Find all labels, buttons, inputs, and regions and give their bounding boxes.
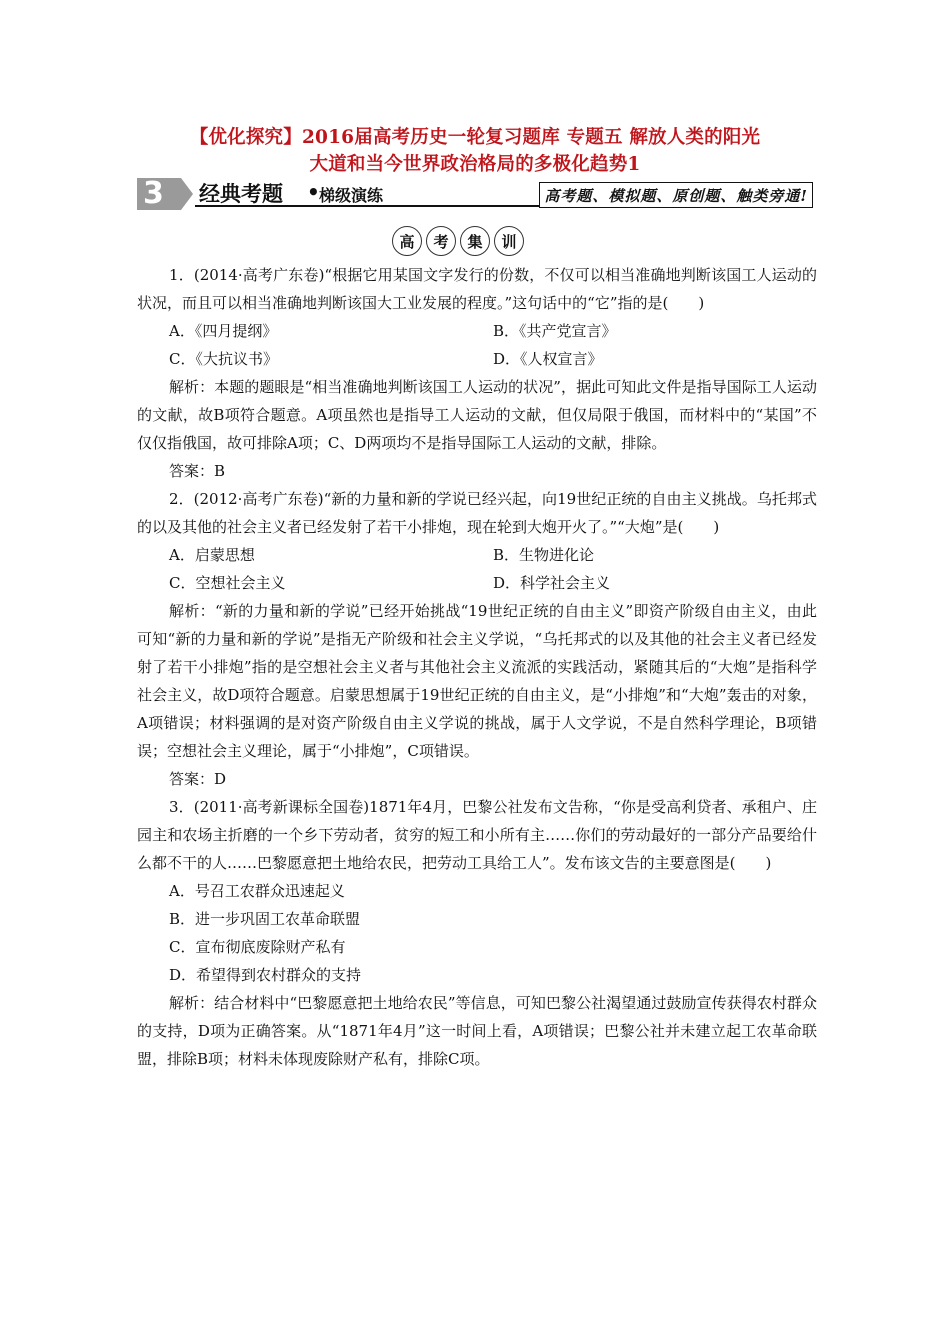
option: C．空想社会主义 — [169, 574, 286, 592]
banner-sub-label: 梯级演练 — [319, 186, 384, 205]
section-char: 集 — [460, 226, 490, 256]
section-banner — [137, 178, 813, 210]
option: A．《四月提纲》 — [169, 322, 278, 340]
document-body — [137, 261, 817, 1073]
banner-slogan: 高考题、模拟题、原创题、触类旁通! — [544, 187, 808, 205]
option: D．科学社会主义 — [493, 574, 611, 592]
option: B．进一步巩固工农革命联盟 — [169, 910, 361, 928]
question-1-answer: 答案：B — [169, 462, 226, 480]
question-2-options-row-2 — [137, 569, 817, 597]
option: B．生物进化论 — [493, 546, 595, 564]
question-2-analysis: 解析：“新的力量和新的学说”已经开始挑战“19世纪正统的自由主义”即资产阶级自由主义，由此可知“新的力量和新的学说”是指无产阶级和社会主义学说，“乌托邦式的以及其他的社会主义者已经发射了若干小排炮”指的是空想社会主义者与其他社会主义流派的实践活动，紧随其后的“大炮”是指科学社会主义，故D项符合题意。启蒙思想属于19世纪正统的自由主义，是“小排炮”和“大炮”轰击的对象，A项错误；材料强调的是对资产阶级自由主义学说的挑战，属于人文学说，不是自然科学理论，B项错误；空想社会主义理论，属于“小排炮”，C项错误。 — [137, 602, 817, 760]
option: A．号召工农群众迅速起义 — [169, 882, 345, 900]
banner-slogan-box — [539, 182, 813, 208]
section-char: 训 — [494, 226, 524, 256]
option: C．《大抗议书》 — [169, 350, 278, 368]
question-1-options-row-2 — [137, 345, 817, 373]
banner-main-label: 经典考题 — [199, 182, 283, 206]
option: D．希望得到农村群众的支持 — [169, 966, 362, 984]
question-3-stem: 3．(2011·高考新课标全国卷)1871年4月，巴黎公社发布文告称，“你是受高利贷者、承租户、庄园主和农场主折磨的一个乡下劳动者，贫穷的短工和小所有主……你们的劳动最好的一部分产品要给什么都不干的人……巴黎愿意把土地给农民，把劳动工具给工人”。发布该文告的主要意图是( ) — [137, 798, 817, 872]
banner-number-box — [137, 178, 181, 210]
question-3-analysis: 解析：结合材料中“巴黎愿意把土地给农民”等信息，可知巴黎公社渴望通过鼓励宣传获得农村群众的支持，D项为正确答案。从“1871年4月”这一时间上看，A项错误；巴黎公社并未建立起工农革命联盟，排除B项；材料未体现废除财产私有，排除C项。 — [137, 994, 817, 1068]
option: A．启蒙思想 — [169, 546, 255, 564]
question-2-stem: 2．(2012·高考广东卷)“新的力量和新的学说已经兴起，向19世纪正统的自由主义挑战。乌托邦式的以及其他的社会主义者已经发射了若干小排炮，现在轮到大炮开火了。”“大炮”是( ) — [137, 490, 817, 536]
option: B．《共产党宣言》 — [493, 322, 617, 340]
title-line-1: 【优化探究】2016届高考历史一轮复习题库 专题五 解放人类的阳光 — [189, 127, 761, 148]
document-title — [120, 124, 830, 178]
section-char: 考 — [426, 226, 456, 256]
section-char: 高 — [392, 226, 422, 256]
option: C．宣布彻底废除财产私有 — [169, 938, 346, 956]
question-1-options-row-1 — [137, 317, 817, 345]
banner-arrow-icon — [181, 178, 193, 210]
title-line-2: 大道和当今世界政治格局的多极化趋势1 — [309, 154, 641, 175]
banner-dot: • — [307, 180, 320, 204]
question-1-analysis: 解析：本题的题眼是“相当准确地判断该国工人运动的状况”，据此可知此文件是指导国际工人运动的文献，故B项符合题意。A项虽然也是指导工人运动的文献，但仅局限于俄国，而材料中的“某国”不仅仅指俄国，故可排除A项；C、D两项均不是指导国际工人运动的文献，排除。 — [137, 378, 817, 452]
section-heading — [0, 226, 950, 256]
question-2-options-row-1 — [137, 541, 817, 569]
banner-number: 3 — [143, 176, 164, 211]
question-1-stem: 1．(2014·高考广东卷)“根据它用某国文字发行的份数，不仅可以相当准确地判断该国工人运动的状况，而且可以相当准确地判断该国大工业发展的程度。”这句话中的“它”指的是( ) — [137, 266, 817, 312]
option: D．《人权宣言》 — [493, 350, 603, 368]
question-2-answer: 答案：D — [169, 770, 227, 788]
